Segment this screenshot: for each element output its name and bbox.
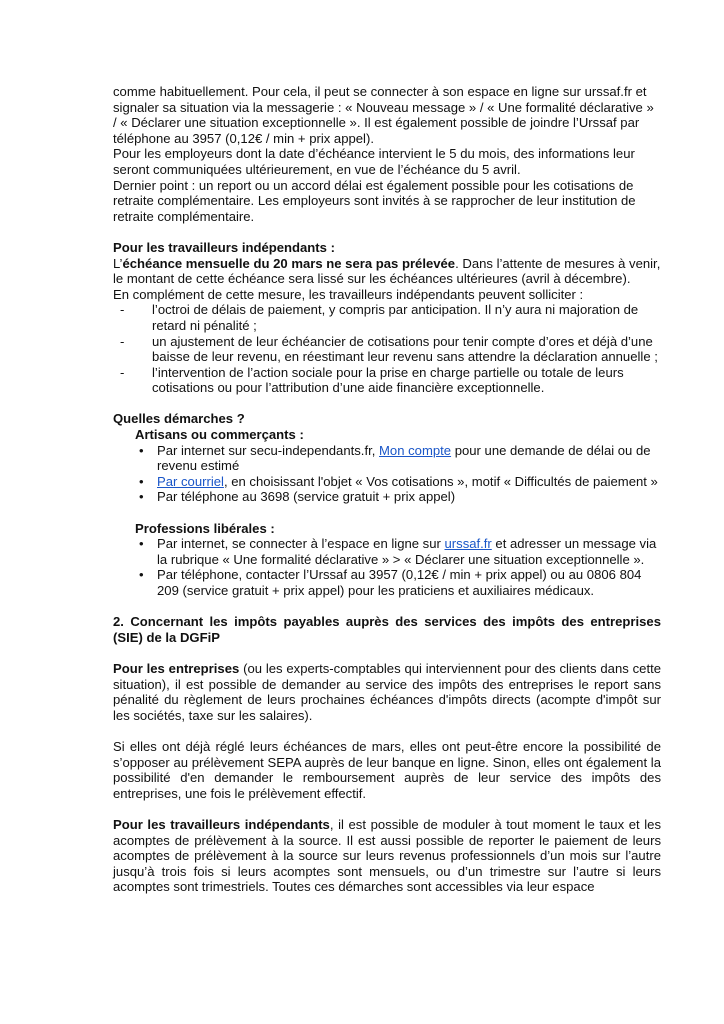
artisans-item2-after: , en choisissant l'objet « Vos cotisations », motif « Difficultés de paiement » [223,473,658,489]
artisans-heading [135,427,661,443]
intro-paragraph-2: Pour les employeurs dont la date d’échéance intervient le 5 du mois, des informations leur seront communiquées ultérieurement, en vue de l’échéance du 5 avril. [113,146,635,177]
bullet-item [135,443,661,474]
artisans-item1-before: Par internet sur secu-independants.fr, [157,442,379,458]
bullet-item [135,474,661,490]
bullet-item: • Par téléphone, contacter l’Urssaf au 3957 (0,12€ / min + prix appel) ou au 0806 804 209 (service gratuit + prix appel) pour les praticiens et auxiliaires médicaux. [135,567,661,598]
independants-lead-prefix: L’ [113,255,123,271]
liberales-item1-after: et adresser un message via la rubrique « Une formalité déclarative » > « Déclarer une situation exceptionnelle ». [157,536,657,567]
par-courriel-link[interactable]: Par courriel [157,473,224,489]
intro-paragraph-3: Dernier point : un report ou un accord délai est également possible pour les cotisations de retraite complémentaire. Les employeurs sont invités à se rapprocher de leur institution de retraite complémentaire. [113,177,636,224]
independants-sie-paragraph [113,817,661,895]
dash-list-item: - l’intervention de l’action sociale pour la prise en charge partielle ou totale de leurs cotisations ou pour l’attribution d’une aide financière exceptionnelle. [113,365,661,396]
dash-list-item: - un ajustement de leur échéancier de cotisations pour tenir compte d’ores et déjà d’une baisse de leur revenu, en réestimant leur revenu sans attendre la déclaration annuelle ; [113,334,661,365]
independants-dash-list [113,302,661,396]
entreprises-paragraph [113,661,661,723]
artisans-item1-after: pour une demande de délai ou de revenu estimé [157,442,651,474]
demarches-heading [113,411,661,427]
liberales-heading [135,521,661,537]
liberales-heading-text: Professions libérales : [135,520,275,536]
entreprises-rest: (ou les experts-comptables qui interviennent pour des clients dans cette situation), il est possible de demander au service des impôts des entreprises le report sans pénalité du règlement de leurs prochaines échéances d'impôts directs (acompte d'impôt sur les sociétés, taxe sur les salaires). [113,660,661,723]
mars-paragraph: Si elles ont déjà réglé leurs échéances de mars, elles ont peut-être encore la possibilité de s’opposer au prélèvement SEPA auprès de leur banque en ligne. Sinon, elles ont également la possibilité d'en demander le remboursement auprès de leur service des impôts des entreprises, une fois le prélèvement effectif. [113,738,661,801]
bullet-item [135,536,661,567]
artisans-block [113,427,661,599]
artisans-bullet-list [135,443,661,505]
entreprises-bold: Pour les entreprises [113,660,240,676]
independants-sie-bold: Pour les travailleurs indépendants [113,816,330,832]
mon-compte-link[interactable]: Mon compte [379,442,452,458]
urssaf-link[interactable]: urssaf.fr [444,536,492,552]
independants-heading-text: Pour les travailleurs indépendants : [113,239,335,255]
independants-lead [113,256,661,287]
independants-lead-rest: . Dans l’attente de mesures à venir, le montant de cette échéance sera lissé sur les échéances ultérieures (avril à décembre). [113,255,661,287]
intro-paragraph-1: comme habituellement. Pour cela, il peut se connecter à son espace en ligne sur urssaf.fr et signaler sa situation via la messagerie : « Nouveau message » / « Une formalité déclarative » / « Déclarer une situation exceptionnelle ». Il est également possible de joindre l’Urssaf par téléphone au 3957 (0,12€ / min + prix appel). [113,84,654,146]
liberales-bullet-list [135,536,661,598]
liberales-item1-before: Par internet, se connecter à l’espace en ligne sur [157,536,445,552]
independants-complement: En complément de cette mesure, les travailleurs indépendants peuvent solliciter : [113,286,584,302]
section2-title: 2. Concernant les impôts payables auprès des services des impôts des entreprises (SIE) de la DGFiP [113,614,661,645]
bullet-item: • Par téléphone au 3698 (service gratuit + prix appel) [135,489,661,505]
independants-sie-rest: , il est possible de moduler à tout moment le taux et les acomptes de prélèvement à la source. Il est aussi possible de reporter le paiement de leurs acomptes de prélèvement à la source sur leurs revenus professionnels d’un mois sur l’autre jusqu’à trois fois si leurs acomptes sont mensuels, ou d’un trimestre sur l’autre si leurs acomptes sont trimestriels. Toutes ces démarches sont accessibles via leur espace [113,816,661,895]
independants-lead-bold: échéance mensuelle du 20 mars ne sera pas prélevée [122,255,456,271]
independants-heading [113,240,661,256]
dash-list-item: - l’octroi de délais de paiement, y compris par anticipation. Il n’y aura ni majoration de retard ni pénalité ; [113,302,661,333]
document-page [113,84,661,895]
artisans-heading-text: Artisans ou commerçants : [135,427,304,443]
demarches-heading-text: Quelles démarches ? [113,411,245,427]
